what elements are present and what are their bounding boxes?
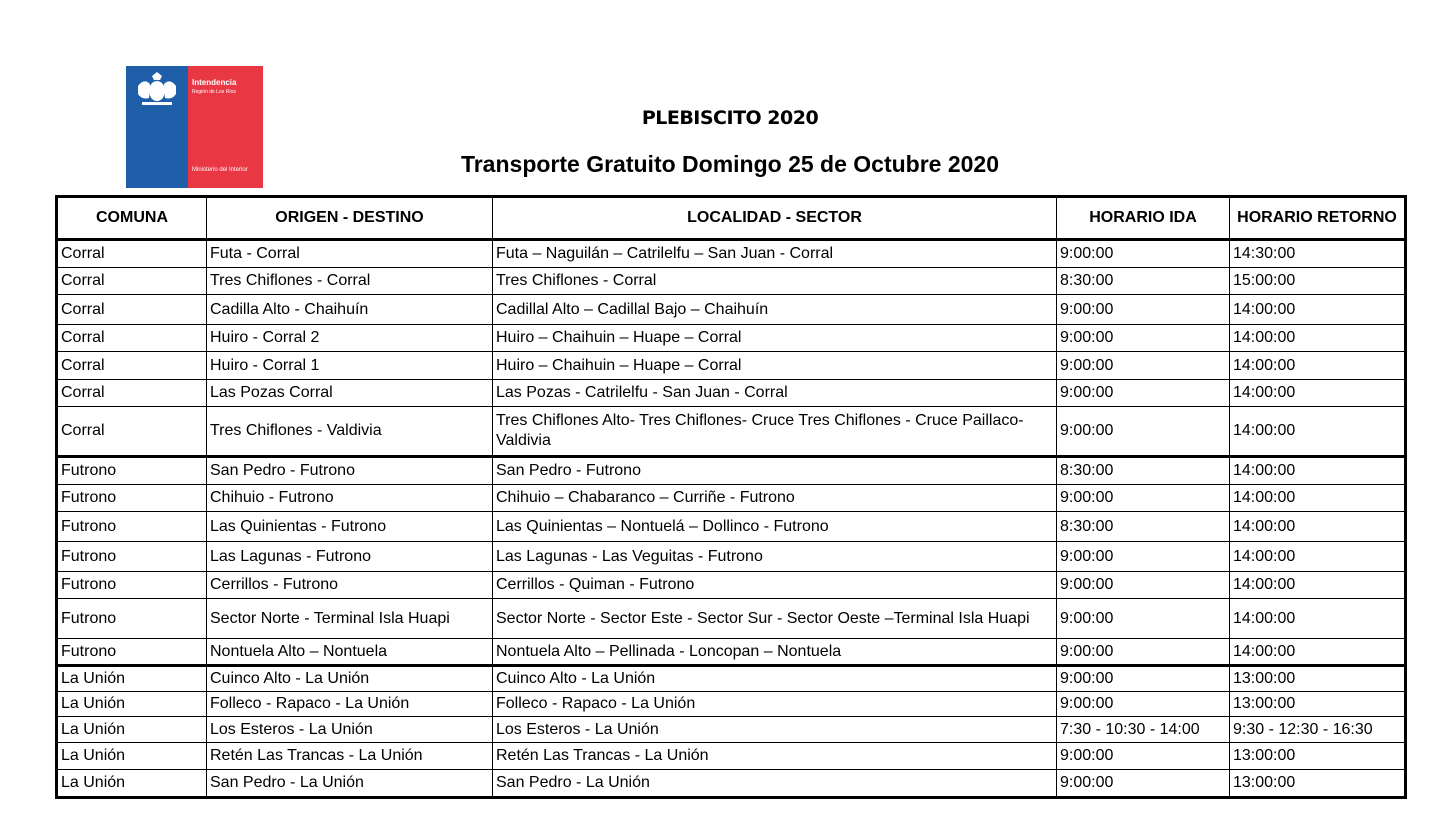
cell-horario-ida: 9:00:00 [1057,572,1230,599]
cell-localidad-sector: Los Esteros - La Unión [493,717,1057,743]
cell-horario-ida: 9:00:00 [1057,295,1230,325]
cell-localidad-sector: Las Quinientas – Nontuelá – Dollinco - Futrono [493,512,1057,542]
cell-horario-retorno: 15:00:00 [1230,268,1406,295]
cell-origen-destino: Huiro - Corral 1 [207,352,493,380]
cell-horario-ida: 9:00:00 [1057,380,1230,407]
document-title: PLEBISCITO 2020 [641,107,819,129]
cell-localidad-sector: Cerrillos - Quiman - Futrono [493,572,1057,599]
cell-horario-ida: 8:30:00 [1057,457,1230,485]
table-row [57,542,1406,572]
table-row [57,512,1406,542]
cell-origen-destino: Las Pozas Corral [207,380,493,407]
cell-localidad-sector: Las Pozas - Catrilelfu - San Juan - Corral [493,380,1057,407]
column-header-horario-retorno: HORARIO RETORNO [1230,197,1406,240]
cell-localidad-sector: Cadillal Alto – Cadillal Bajo – Chaihuín [493,295,1057,325]
cell-horario-ida: 9:00:00 [1057,639,1230,666]
cell-localidad-sector: Las Lagunas - Las Veguitas - Futrono [493,542,1057,572]
cell-localidad-sector: Cuinco Alto - La Unión [493,666,1057,692]
cell-origen-destino: Futa - Corral [207,240,493,268]
cell-horario-ida: 9:00:00 [1057,240,1230,268]
cell-localidad-sector: Retén Las Trancas - La Unión [493,743,1057,770]
cell-horario-ida: 9:00:00 [1057,770,1230,798]
cell-origen-destino: Cerrillos - Futrono [207,572,493,599]
cell-localidad-sector: San Pedro - Futrono [493,457,1057,485]
table-row [57,666,1406,692]
cell-horario-retorno: 14:00:00 [1230,512,1406,542]
cell-localidad-sector: Huiro – Chaihuin – Huape – Corral [493,352,1057,380]
cell-comuna: Corral [57,352,207,380]
cell-horario-ida: 9:00:00 [1057,666,1230,692]
cell-horario-retorno: 14:00:00 [1230,639,1406,666]
table-row [57,639,1406,666]
cell-horario-ida: 9:00:00 [1057,692,1230,717]
cell-horario-retorno: 13:00:00 [1230,666,1406,692]
logo-line-3: Ministerio del Interior [192,167,248,173]
cell-comuna: Futrono [57,512,207,542]
table-row [57,457,1406,485]
cell-localidad-sector: Tres Chiflones - Corral [493,268,1057,295]
document-subtitle: Transporte Gratuito Domingo 25 de Octubre 2020 [460,151,1000,177]
cell-comuna: La Unión [57,692,207,717]
cell-horario-retorno: 14:00:00 [1230,572,1406,599]
schedule-table [55,195,1407,799]
cell-localidad-sector: Nontuela Alto – Pellinada - Loncopan – Nontuela [493,639,1057,666]
cell-comuna: Futrono [57,485,207,512]
cell-horario-retorno: 13:00:00 [1230,743,1406,770]
table-row [57,599,1406,639]
cell-origen-destino: San Pedro - La Unión [207,770,493,798]
cell-comuna: Futrono [57,542,207,572]
cell-localidad-sector: Sector Norte - Sector Este - Sector Sur - Sector Oeste –Terminal Isla Huapi [493,599,1057,639]
cell-comuna: Corral [57,407,207,457]
cell-horario-retorno: 14:00:00 [1230,542,1406,572]
column-header-localidad-sector: LOCALIDAD - SECTOR [493,197,1057,240]
cell-comuna: Futrono [57,457,207,485]
cell-horario-retorno: 14:00:00 [1230,352,1406,380]
cell-horario-retorno: 14:00:00 [1230,485,1406,512]
cell-comuna: Corral [57,295,207,325]
cell-origen-destino: Los Esteros - La Unión [207,717,493,743]
cell-comuna: Futrono [57,572,207,599]
table-row [57,770,1406,798]
cell-horario-ida: 7:30 - 10:30 - 14:00 [1057,717,1230,743]
coat-of-arms-icon [134,72,180,108]
cell-horario-ida: 8:30:00 [1057,268,1230,295]
table-row [57,380,1406,407]
table-row [57,268,1406,295]
cell-origen-destino: San Pedro - Futrono [207,457,493,485]
cell-comuna: Corral [57,380,207,407]
cell-comuna: La Unión [57,717,207,743]
cell-horario-retorno: 14:00:00 [1230,295,1406,325]
cell-horario-retorno: 14:30:00 [1230,240,1406,268]
table-row [57,352,1406,380]
cell-origen-destino: Nontuela Alto – Nontuela [207,639,493,666]
table-row [57,572,1406,599]
cell-localidad-sector: Tres Chiflones Alto- Tres Chiflones- Cruce Tres Chiflones - Cruce Paillaco-Valdivia [493,407,1057,457]
table-row [57,240,1406,268]
cell-horario-retorno: 9:30 - 12:30 - 16:30 [1230,717,1406,743]
cell-origen-destino: Retén Las Trancas - La Unión [207,743,493,770]
cell-horario-retorno: 14:00:00 [1230,407,1406,457]
cell-horario-retorno: 14:00:00 [1230,457,1406,485]
column-header-origen-destino: ORIGEN - DESTINO [207,197,493,240]
cell-comuna: Corral [57,325,207,352]
cell-origen-destino: Cuinco Alto - La Unión [207,666,493,692]
table-row [57,692,1406,717]
cell-comuna: La Unión [57,666,207,692]
cell-origen-destino: Folleco - Rapaco - La Unión [207,692,493,717]
cell-comuna: Corral [57,240,207,268]
cell-horario-ida: 8:30:00 [1057,512,1230,542]
table-row [57,325,1406,352]
logo-line-2: Región de Los Ríos [192,89,236,95]
cell-comuna: La Unión [57,770,207,798]
cell-horario-retorno: 13:00:00 [1230,770,1406,798]
cell-horario-retorno: 14:00:00 [1230,380,1406,407]
table-row [57,743,1406,770]
cell-origen-destino: Chihuio - Futrono [207,485,493,512]
cell-horario-ida: 9:00:00 [1057,352,1230,380]
cell-localidad-sector: Folleco - Rapaco - La Unión [493,692,1057,717]
cell-comuna: Futrono [57,599,207,639]
cell-comuna: Corral [57,268,207,295]
cell-horario-ida: 9:00:00 [1057,485,1230,512]
cell-comuna: La Unión [57,743,207,770]
cell-horario-ida: 9:00:00 [1057,542,1230,572]
cell-localidad-sector: San Pedro - La Unión [493,770,1057,798]
logo-line-1: Intendencia [192,78,237,87]
table-row [57,295,1406,325]
cell-horario-ida: 9:00:00 [1057,599,1230,639]
table-row [57,717,1406,743]
cell-horario-ida: 9:00:00 [1057,743,1230,770]
cell-localidad-sector: Futa – Naguilán – Catrilelfu – San Juan - Corral [493,240,1057,268]
cell-horario-retorno: 14:00:00 [1230,325,1406,352]
cell-horario-retorno: 14:00:00 [1230,599,1406,639]
cell-origen-destino: Huiro - Corral 2 [207,325,493,352]
cell-horario-ida: 9:00:00 [1057,407,1230,457]
cell-origen-destino: Tres Chiflones - Valdivia [207,407,493,457]
column-header-horario-ida: HORARIO IDA [1057,197,1230,240]
cell-origen-destino: Sector Norte - Terminal Isla Huapi [207,599,493,639]
cell-origen-destino: Tres Chiflones - Corral [207,268,493,295]
cell-localidad-sector: Chihuio – Chabaranco – Curriñe - Futrono [493,485,1057,512]
cell-comuna: Futrono [57,639,207,666]
table-row [57,407,1406,457]
cell-origen-destino: Cadilla Alto - Chaihuín [207,295,493,325]
cell-origen-destino: Las Lagunas - Futrono [207,542,493,572]
table-row [57,485,1406,512]
table-body [57,240,1406,798]
table-header-row [57,197,1406,240]
cell-horario-retorno: 13:00:00 [1230,692,1406,717]
cell-localidad-sector: Huiro – Chaihuin – Huape – Corral [493,325,1057,352]
cell-horario-ida: 9:00:00 [1057,325,1230,352]
cell-origen-destino: Las Quinientas - Futrono [207,512,493,542]
column-header-comuna: COMUNA [57,197,207,240]
